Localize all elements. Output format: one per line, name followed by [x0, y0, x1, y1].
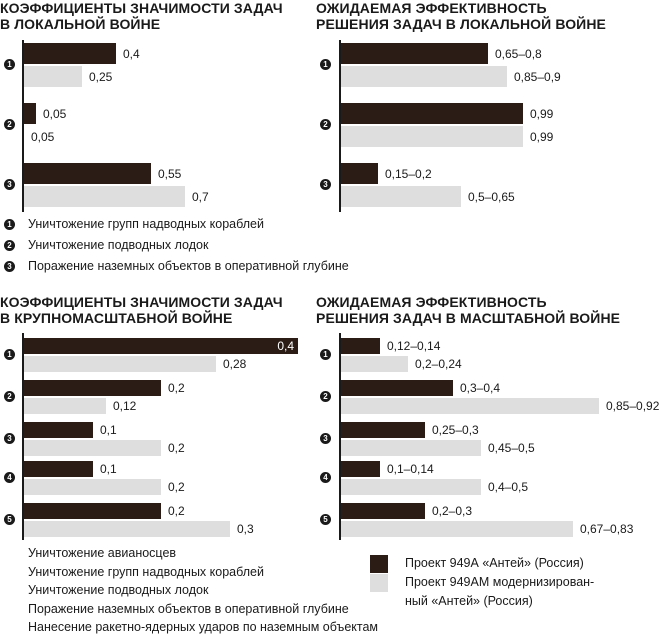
legend-item: [28, 602, 349, 617]
category-number-badge: 3: [4, 433, 15, 444]
bar-series-949a: [341, 422, 425, 438]
bar-value-label: 0,4: [123, 46, 140, 61]
bar-value-label: 0,2: [168, 441, 185, 455]
category-number-badge: 3: [320, 433, 331, 444]
bar-series-949a: [341, 43, 488, 64]
bar-value-label: 0,2: [168, 504, 185, 518]
bar-series-949am: [341, 521, 573, 537]
bar-value-label: 0,99: [530, 106, 554, 121]
bar-value-label: 0,85–0,92: [606, 399, 659, 413]
legend-text: Поражение наземных объектов в оперативной глубине: [28, 259, 349, 273]
series-legend-text: Проект 949А «Антей» (Россия): [405, 556, 584, 570]
legend-item: [7, 238, 209, 253]
legend-item: [7, 259, 349, 274]
bar-series-949am: [24, 398, 106, 414]
bar-value-label: 0,99: [530, 129, 554, 144]
bar-series-949a: [341, 380, 453, 396]
bar-value-label: 0,65–0,8: [495, 46, 542, 61]
series-legend-text: Проект 949АМ модернизирован-: [405, 575, 595, 589]
bar-series-949am: [341, 356, 408, 372]
chart-title: [0, 0, 283, 32]
bar-series-949am: [341, 440, 481, 456]
bar-value-label: 0,4–0,5: [488, 480, 529, 494]
legend-text: Нанесение ракетно-ядерных ударов по наземным объектам: [28, 620, 379, 634]
legend-item: [7, 217, 264, 232]
bar-value-label: 0,5–0,65: [468, 189, 515, 204]
bar-value-label: 0,15–0,2: [385, 166, 432, 181]
bar-series-949a: [24, 461, 93, 477]
bar-series-949a: [24, 422, 93, 438]
bar-series-949am: [341, 66, 507, 87]
legend-text: Уничтожение авианосцев: [28, 546, 177, 560]
legend-text: Поражение наземных объектов в оперативной глубине: [28, 601, 349, 616]
category-number-badge: 1: [320, 349, 331, 360]
bar-value-label: 0,3: [237, 522, 254, 536]
bar-series-949a: [24, 503, 161, 519]
bar-value-label: 0,85–0,9: [514, 69, 561, 84]
chart-title-line: В ЛОКАЛЬНОЙ ВОЙНЕ: [0, 16, 161, 32]
bar-value-label: 0,2: [168, 381, 185, 395]
bar-series-949a: [24, 163, 151, 184]
bar-value-label: 0,12–0,14: [387, 339, 441, 353]
bar-series-949am: [341, 126, 523, 147]
bar-value-label: 0,1–0,14: [387, 462, 434, 476]
bar-value-label: 0,55: [158, 166, 182, 181]
category-number-badge: 2: [4, 391, 15, 402]
series-legend-text: ный «Антей» (Россия): [405, 594, 533, 608]
legend-text: Уничтожение групп надводных кораблей: [28, 564, 264, 579]
chart-title: [316, 294, 620, 326]
legend-item: [28, 546, 176, 561]
bar-series-949am: [24, 479, 161, 495]
chart-title-line: РЕШЕНИЯ ЗАДАЧ В ЛОКАЛЬНОЙ ВОЙНЕ: [316, 16, 606, 32]
bar-series-949am: [341, 398, 599, 414]
chart-title-line: ОЖИДАЕМАЯ ЭФФЕКТИВНОСТЬ: [316, 0, 547, 16]
chart-title-line: В КРУПНОМАСШТАБНОЙ ВОЙНЕ: [0, 310, 233, 326]
bar-value-label: 0,4: [277, 339, 294, 353]
bar-value-label: 0,2–0,24: [415, 357, 462, 371]
legend-number-badge: 1: [4, 219, 15, 230]
bar-series-949a: [341, 503, 425, 519]
bar-value-label: 0,7: [192, 189, 209, 204]
legend-text: Уничтожение подводных лодок: [28, 583, 209, 597]
series-legend-swatch: [370, 555, 388, 573]
bar-series-949a: [341, 103, 523, 124]
bar-value-label: 0,12: [113, 399, 137, 413]
bar-series-949am: [24, 521, 230, 537]
legend-text: Уничтожение подводных лодок: [28, 238, 209, 252]
bar-series-949a: [341, 461, 380, 477]
chart-title-line: РЕШЕНИЯ ЗАДАЧ В МАСШТАБНОЙ ВОЙНЕ: [316, 310, 621, 326]
bar-value-label: 0,45–0,5: [488, 441, 535, 455]
legend-item: [28, 583, 208, 598]
bar-value-label: 0,05: [43, 106, 67, 121]
bar-series-949am: [24, 440, 161, 456]
bar-value-label: 0,2–0,3: [432, 504, 473, 518]
bar-series-949a: [24, 103, 36, 124]
category-number-badge: 1: [4, 349, 15, 360]
chart-title-line: КОЭФФИЦИЕНТЫ ЗНАЧИМОСТИ ЗАДАЧ: [0, 294, 283, 310]
legend-number-badge: 2: [4, 240, 15, 251]
bar-value-label: 0,1: [100, 462, 117, 476]
category-number-badge: 1: [4, 59, 15, 70]
category-number-badge: 2: [320, 119, 331, 130]
bar-value-label: 0,2: [168, 480, 185, 494]
category-number-badge: 5: [320, 514, 331, 525]
bar-series-949am: [341, 479, 481, 495]
category-number-badge: 2: [320, 391, 331, 402]
bar-series-949am: [341, 186, 461, 207]
chart-title-line: ОЖИДАЕМАЯ ЭФФЕКТИВНОСТЬ: [316, 294, 547, 310]
category-number-badge: 1: [320, 59, 331, 70]
legend-item: [28, 620, 378, 635]
bar-series-949am: [24, 66, 82, 87]
series-legend-swatch: [370, 574, 388, 592]
bar-value-label: 0,67–0,83: [580, 522, 634, 536]
bar-value-label: 0,25: [89, 69, 113, 84]
legend-text: Уничтожение групп надводных кораблей: [28, 217, 264, 231]
bar-value-label: 0,05: [31, 129, 55, 144]
chart-title: [316, 0, 606, 32]
bar-series-949a: [24, 43, 116, 64]
bar-series-949am: [24, 186, 185, 207]
chart-title: [0, 294, 283, 326]
category-number-badge: 3: [320, 179, 331, 190]
category-number-badge: 4: [4, 472, 15, 483]
chart-title-line: КОЭФФИЦИЕНТЫ ЗНАЧИМОСТИ ЗАДАЧ: [0, 0, 283, 16]
bar-series-949a: [24, 338, 298, 354]
bar-value-label: 0,28: [223, 357, 247, 371]
legend-number-badge: 3: [4, 261, 15, 272]
category-number-badge: 3: [4, 179, 15, 190]
bar-series-949a: [24, 380, 161, 396]
category-number-badge: 5: [4, 514, 15, 525]
bar-value-label: 0,1: [100, 423, 117, 437]
bar-value-label: 0,3–0,4: [460, 381, 501, 395]
legend-item: [28, 565, 264, 580]
category-number-badge: 2: [4, 119, 15, 130]
bar-series-949a: [341, 163, 378, 184]
category-number-badge: 4: [320, 472, 331, 483]
bar-value-label: 0,25–0,3: [432, 423, 479, 437]
bar-series-949a: [341, 338, 380, 354]
bar-series-949am: [24, 356, 216, 372]
